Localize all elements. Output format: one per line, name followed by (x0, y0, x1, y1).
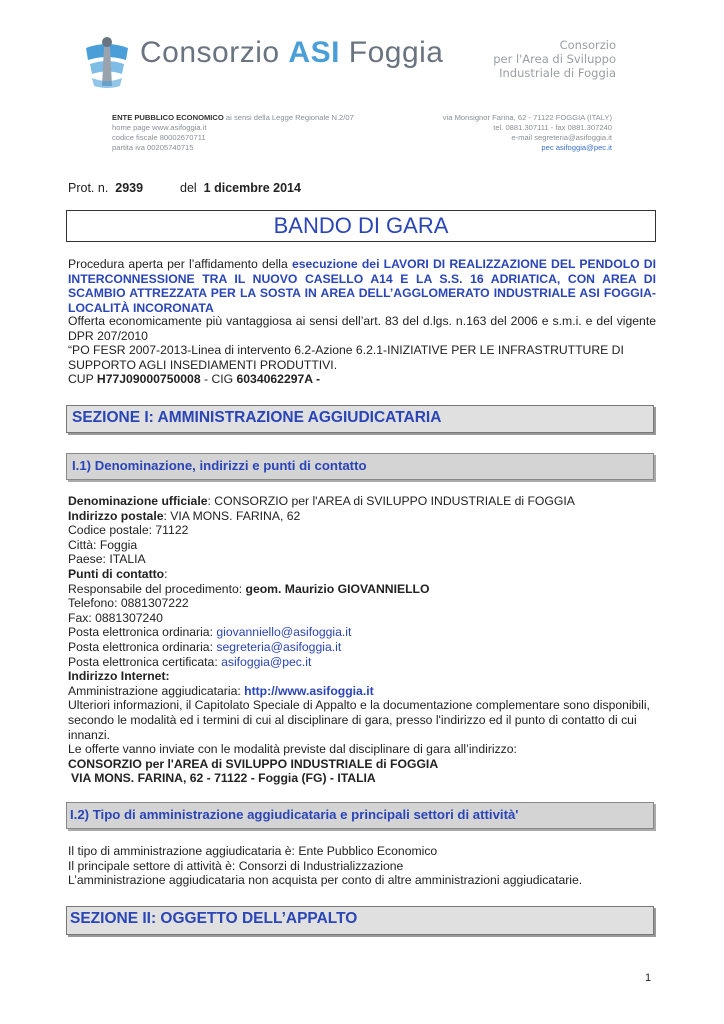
section-1-title: SEZIONE I: AMMINISTRAZIONE AGGIUDICATARIA (72, 409, 442, 426)
paese: Paese: ITALIA (68, 552, 146, 567)
page-title: BANDO DI GARA (273, 213, 449, 238)
indirizzo-label: Indirizzo postale (68, 508, 164, 523)
protocol-prefix: Prot. n. (68, 181, 109, 195)
intro-paragraph (68, 257, 656, 315)
intro-lead: Procedura aperta per l’affidamento della (68, 257, 292, 271)
cig-label: - CIG (200, 372, 237, 386)
ente-note: ai sensi della Legge Regionale N.2/07 (223, 113, 354, 122)
codice-fiscale: codice fiscale 80002670711 (112, 133, 206, 142)
pec-email-link[interactable]: asifoggia@pec.it (221, 654, 312, 669)
home-page: home page www.asifoggia.it (112, 123, 207, 132)
fesr-text: “PO FESR 2007-2013-Linea di intervento 6.2-Azione 6.2.1-INIZIATIVE PER LE INFRASTRUTTURE DI SUPPORTO AGLI INSEDIAMENTI PRODUTTIVI. (68, 343, 624, 372)
contact-block (68, 494, 656, 786)
amministrazione-label: Amministrazione aggiudicataria: (68, 683, 245, 698)
ente-label: ENTE PUBBLICO ECONOMICO (112, 113, 224, 122)
intro-project: esecuzione dei LAVORI DI REALIZZAZIONE DEL PENDOLO DI INTERCONNESSIONE TRA IL NUOVO CASELLO A14 E LA S.S. 16 ADRIATICA, CON AREA DI SCAMBIO ATTREZZATA PER LA SOSTA IN AREA DELL’AGGLOMERATO INDUSTRIALE ASI FOGGIA- LOCALITÀ INCORONATA (68, 257, 656, 315)
address: via Monsignor Farina, 62 - 71122 FOGGIA (ITALY) (442, 113, 612, 122)
tagline-line: Consorzio (559, 38, 616, 52)
website-link[interactable]: http://www.asifoggia.it (244, 683, 374, 698)
subsection-1-1-title: I.1) Denominazione, indirizzi e punti di contatto (72, 458, 367, 473)
email: e-mail segreteria@asifoggia.it (511, 133, 612, 142)
tipo-block (68, 844, 656, 888)
consorzio-address-line1: CONSORZIO per l'AREA di SVILUPPO INDUSTRIALE di FOGGIA (68, 756, 439, 771)
internet-label: Indirizzo Internet: (68, 669, 170, 684)
email-segreteria-link[interactable]: segreteria@asifoggia.it (216, 639, 342, 654)
page-number: 1 (645, 972, 652, 984)
punti-colon: : (164, 566, 168, 581)
offer-text: Offerta economicamente più vantaggiosa ai sensi dell’art. 83 del d.lgs. n.163 del 2006 e s.m.i. e del vigente DPR 207/2010 (68, 314, 656, 343)
brand-asi: ASI (288, 36, 340, 69)
cup-value: H77J09000750008 (96, 372, 201, 386)
cup-label: CUP (68, 372, 97, 386)
pec-link[interactable]: pec asifoggia@pec.it (541, 143, 612, 152)
protocol-date: 1 dicembre 2014 (203, 181, 301, 195)
settore-attivita: Il principale settore di attività è: Consorzi di Industrializzazione (68, 858, 404, 873)
letterhead-left-info (112, 113, 354, 153)
brand-tagline (486, 38, 616, 80)
brand-foggia: Foggia (339, 36, 444, 69)
email-giovanniello-link[interactable]: giovanniello@asifoggia.it (216, 625, 352, 640)
subsection-1-2-title: I.2) Tipo di amministrazione aggiudicataria e principali settori di attività' (70, 807, 519, 822)
responsabile-value: geom. Maurizio GIOVANNIELLO (245, 581, 430, 596)
fax: Fax: 0881307240 (68, 610, 163, 625)
consorzio-logo-icon (82, 30, 132, 92)
denominazione-value: : CONSORZIO per l'AREA di SVILUPPO INDUSTRIALE di FOGGIA (207, 494, 575, 508)
offerte-text: Le offerte vanno inviate con le modalità previste dal disciplinare di gara all’indirizzo: (68, 742, 517, 757)
brand-name (140, 35, 444, 71)
email-ordinaria-label: Posta elettronica ordinaria: (68, 625, 217, 640)
cup-cig-line (68, 372, 656, 387)
tagline-line: Industriale di Foggia (499, 66, 616, 80)
cig-value: 6034062297A - (236, 372, 321, 386)
indirizzo-value: : VIA MONS. FARINA, 62 (163, 508, 301, 523)
denominazione-label: Denominazione ufficiale (68, 494, 208, 508)
section-2-title: SEZIONE II: OGGETTO DELL’APPALTO (70, 910, 358, 927)
protocol-number: 2939 (115, 181, 144, 195)
citta: Città: Foggia (68, 537, 138, 552)
partita-iva: partita iva 00205740715 (112, 143, 194, 152)
email-ordinaria-label: Posta elettronica ordinaria: (68, 639, 217, 654)
letterhead-right-info (390, 113, 612, 153)
non-acquista-text: L’amministrazione aggiudicataria non acquista per conto di altre amministrazioni aggiudicatarie. (68, 873, 583, 888)
codice-postale: Codice postale: 71122 (68, 523, 189, 538)
ulteriori-informazioni: Ulteriori informazioni, il Capitolato Speciale di Appalto e la documentazione complementare sono disponibili, secondo le modalità ed i termini di cui al disciplinare di gara, presso l'indirizzo ed il punto di contatto di cui innanzi. (68, 698, 650, 742)
punti-label: Punti di contatto (68, 566, 165, 581)
protocol-line (68, 181, 301, 195)
telefono: Telefono: 0881307222 (68, 596, 189, 611)
phone-fax: tel. 0881.307111 - fax 0881.307240 (493, 123, 612, 132)
consorzio-address-line2: VIA MONS. FARINA, 62 - 71122 - Foggia (FG) - ITALIA (71, 771, 376, 786)
protocol-del: del (180, 181, 197, 195)
tipo-amministrazione: Il tipo di amministrazione aggiudicataria è: Ente Pubblico Economico (68, 844, 438, 858)
responsabile-label: Responsabile del procedimento: (68, 581, 246, 596)
pec-label: Posta elettronica certificata: (68, 654, 222, 669)
tagline-line: per l'Area di Sviluppo (493, 52, 616, 66)
brand-consorzio: Consorzio (140, 36, 289, 69)
